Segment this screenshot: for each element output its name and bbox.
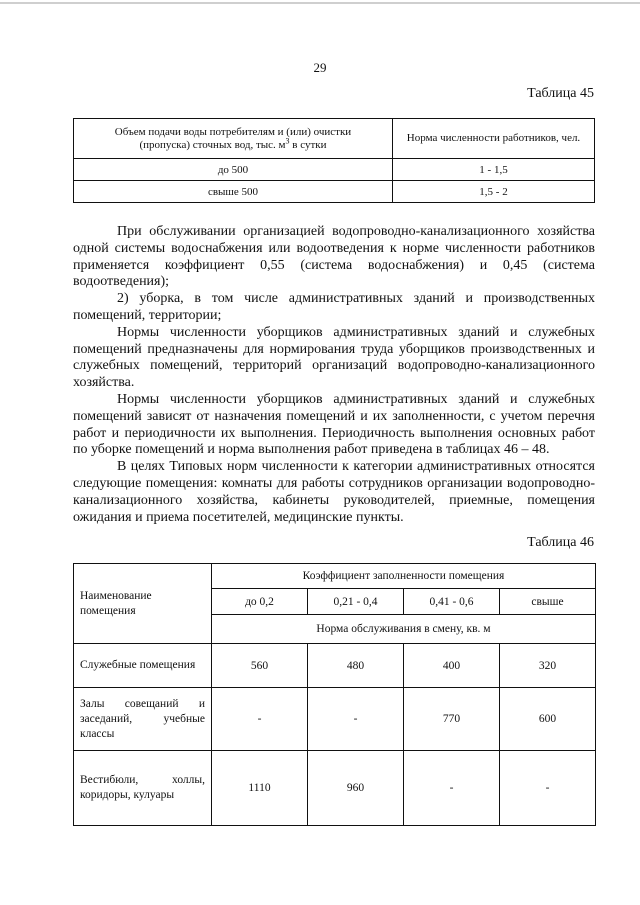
table-row [74, 181, 595, 203]
table-46-header-row [74, 564, 596, 589]
table-46-label: Таблица 46 [527, 535, 594, 550]
coefficient-range: свыше [500, 589, 596, 615]
coefficient-range: до 0,2 [212, 589, 308, 615]
table-45-volume-header [74, 119, 393, 159]
service-norm-header: Норма обслуживания в смену, кв. м [212, 615, 596, 644]
volume-cell: до 500 [74, 159, 393, 181]
value-cell: - [212, 688, 308, 751]
coefficient-range: 0,21 - 0,4 [308, 589, 404, 615]
room-name-header-line2: помещения [80, 604, 136, 617]
paragraph: Нормы численности уборщиков административных зданий и служебных помещений зависят от назначения помещений и их заполненности, с учетом перечня работ и периодичности их выполнения. Периодичность выполнения основных работ по уборке помещений и норма выполнения работ приведена в таблицах 46 – 48. [73, 391, 595, 458]
table-row [74, 644, 596, 688]
norm-cell: 1 - 1,5 [393, 159, 595, 181]
table-45-norm-header: Норма численности работников, чел. [393, 119, 595, 159]
room-name-cell: Залы совещаний и заседаний, учебные классы [74, 688, 212, 751]
paragraph: Нормы численности уборщиков административных зданий и служебных помещений предназначены для нормирования труда уборщиков производственных и служебных помещений, территорий организаций водопроводно-канализационного хозяйства. [73, 324, 595, 391]
value-cell: 770 [404, 688, 500, 751]
value-cell: - [404, 751, 500, 826]
room-name-header-line1: Наименование [80, 589, 152, 602]
table-45-label: Таблица 45 [527, 86, 594, 101]
value-cell: 560 [212, 644, 308, 688]
paragraph: 2) уборка, в том числе административных зданий и производственных помещений, территории; [73, 291, 595, 323]
volume-header-line2: (пропуска) сточных вод, тыс. м [139, 138, 286, 151]
volume-header-line2-end: в сутки [289, 138, 327, 151]
paragraph: В целях Типовых норм численности к категории административных относятся следующие помещения: комнаты для работы сотрудников организации водопроводно-канализационного хозяйства, кабинеты руководителей, приемные, помещения ожидания и приема посетителей, медицинские пункты. [73, 459, 595, 525]
body-text [73, 224, 595, 526]
table-row [74, 751, 596, 826]
room-name-cell: Служебные помещения [74, 644, 212, 688]
coefficient-range: 0,41 - 0,6 [404, 589, 500, 615]
page-number: 29 [313, 60, 327, 75]
table-row [74, 688, 596, 751]
value-cell: 320 [500, 644, 596, 688]
value-cell: 400 [404, 644, 500, 688]
table-45 [73, 118, 595, 203]
scan-edge-line [0, 2, 640, 4]
table-46 [73, 563, 596, 826]
value-cell: 600 [500, 688, 596, 751]
paragraph: При обслуживании организацией водопроводно-канализационного хозяйства одной системы водоснабжения или водоотведения к норме численности работников применяется коэффициент 0,55 (система водоснабжения) и 0,45 (система водоотведения); [73, 224, 595, 290]
table-45-header-row [74, 119, 595, 159]
volume-header-superscript: 3 [285, 135, 290, 145]
room-name-header [74, 564, 212, 644]
value-cell: - [500, 751, 596, 826]
volume-header-line1: Объем подачи воды потребителям и (или) очистки [114, 125, 352, 138]
value-cell: - [308, 688, 404, 751]
norm-cell: 1,5 - 2 [393, 181, 595, 203]
volume-cell: свыше 500 [74, 181, 393, 203]
value-cell: 1110 [212, 751, 308, 826]
value-cell: 480 [308, 644, 404, 688]
value-cell: 960 [308, 751, 404, 826]
room-name-cell: Вестибюли, холлы, коридоры, кулуары [74, 751, 212, 826]
table-row [74, 159, 595, 181]
occupancy-coefficient-header: Коэффициент заполненности помещения [212, 564, 596, 589]
